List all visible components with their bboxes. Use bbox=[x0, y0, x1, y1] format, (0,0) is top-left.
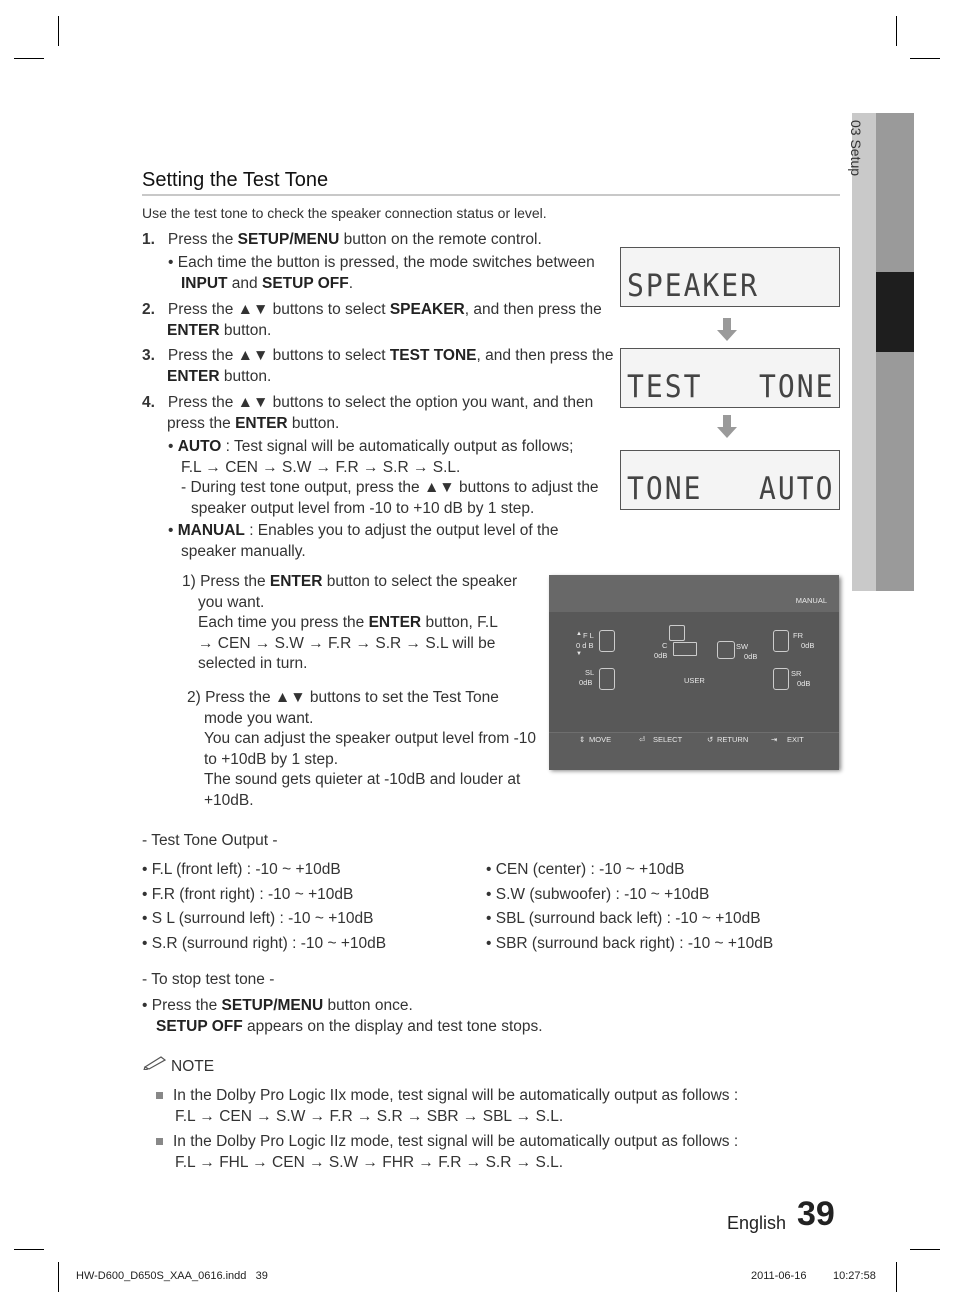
step-text: , and then press the bbox=[476, 347, 614, 364]
section-title: Setting the Test Tone bbox=[142, 169, 329, 191]
step-2 bbox=[142, 300, 617, 341]
note-text: F.L → FHL → CEN → S.W → FHR → F.R → S.R → S.L. bbox=[175, 1153, 564, 1171]
step-keyword: ENTER bbox=[167, 321, 220, 339]
step-text: Press the bbox=[167, 231, 238, 248]
stop-instructions bbox=[142, 996, 543, 1037]
step-number: 4. bbox=[142, 394, 155, 411]
osd-header bbox=[549, 575, 839, 612]
step-text: button on the remote control. bbox=[339, 231, 542, 248]
sl-level: 0dB bbox=[579, 678, 593, 687]
crop-mark bbox=[910, 1249, 940, 1250]
manual-substep-1 bbox=[182, 572, 532, 675]
step-text: Press the ▲▼ buttons to select bbox=[167, 347, 390, 364]
substep-text: you want. bbox=[198, 593, 265, 611]
substep-text: 2) Press the ▲▼ buttons to set the Test Tone bbox=[187, 689, 499, 706]
step-text: Press the ▲▼ buttons to select bbox=[167, 301, 390, 318]
manual-substep-2 bbox=[187, 688, 542, 811]
note-text: F.L → CEN → S.W → F.R → S.R → SBR → SBL → S.L. bbox=[175, 1107, 564, 1125]
auto-option: • AUTO : Test signal will be automatically output as follows; F.L → CEN → S.W → F.R → S.R → S.L. - During test tone output, press the ▲▼ buttons to adjust the speaker output level from -10 to +10 dB by 1 step. bbox=[168, 437, 608, 519]
subwoofer-icon bbox=[717, 641, 735, 659]
sw-label: SW bbox=[736, 642, 749, 651]
substep-keyword: ENTER bbox=[368, 614, 422, 631]
return-icon: ↺ bbox=[707, 735, 714, 744]
stop-text: • Press the bbox=[142, 997, 222, 1014]
lcd-display-speaker bbox=[620, 247, 840, 307]
manual-text-2: speaker manually. bbox=[181, 542, 306, 560]
fl-level: 0 d B bbox=[576, 641, 594, 650]
manual-text: : Enables you to adjust the output level of the bbox=[244, 522, 559, 539]
up-arrow-icon: ▲ bbox=[576, 631, 582, 637]
output-item: • S L (surround left) : -10 ~ +10dB bbox=[142, 910, 374, 928]
crop-mark bbox=[896, 16, 897, 46]
down-arrow-icon bbox=[716, 415, 738, 439]
sr-level: 0dB bbox=[797, 679, 811, 688]
substep-text: → CEN → S.W → F.R → S.R → S.L will be bbox=[198, 634, 496, 652]
sr-label: SR bbox=[791, 669, 802, 678]
substep-text: to +10dB by 1 step. bbox=[204, 750, 338, 768]
osd-speaker-level-screen bbox=[549, 575, 839, 769]
crop-mark bbox=[58, 1262, 59, 1292]
down-arrow-icon bbox=[716, 318, 738, 342]
down-arrow-icon: ▼ bbox=[576, 651, 582, 657]
note-item bbox=[156, 1132, 738, 1173]
center-speaker-icon bbox=[673, 642, 697, 656]
select-label: SELECT bbox=[653, 735, 683, 744]
stop-text: appears on the display and test tone stops. bbox=[242, 1017, 543, 1035]
stop-keyword: SETUP/MENU bbox=[221, 997, 324, 1014]
bullet-text: Each time the button is pressed, the mode switches between bbox=[177, 254, 595, 271]
crop-mark bbox=[910, 58, 940, 59]
chapter-tab-marker bbox=[876, 272, 914, 352]
select-icon: ⏎ bbox=[639, 735, 646, 744]
stop-heading: - To stop test tone - bbox=[142, 971, 275, 988]
c-label: C bbox=[662, 641, 668, 650]
pencil-note-icon bbox=[143, 1054, 169, 1070]
step-number: 3. bbox=[142, 347, 155, 364]
step-text: Press the ▲▼ buttons to select the option you want, and then press the bbox=[167, 394, 594, 432]
substep-text: button, F.L bbox=[421, 614, 498, 631]
step-keyword: ENTER bbox=[235, 414, 288, 432]
step-keyword: SETUP/MENU bbox=[237, 231, 340, 248]
step-1 bbox=[142, 230, 602, 251]
step-text: button. bbox=[287, 414, 340, 432]
bullet-keyword: SETUP OFF bbox=[261, 274, 349, 292]
exit-icon: ⇥ bbox=[771, 735, 778, 744]
output-item: • F.R (front right) : -10 ~ +10dB bbox=[142, 885, 354, 903]
substep-text: You can adjust the speaker output level from -10 bbox=[204, 730, 537, 747]
chapter-tab-strip bbox=[852, 113, 876, 591]
sl-label: SL bbox=[585, 668, 595, 677]
note-label: NOTE bbox=[171, 1058, 215, 1075]
crop-mark bbox=[14, 58, 44, 59]
fr-level: 0dB bbox=[801, 641, 815, 650]
square-bullet-icon bbox=[156, 1092, 163, 1099]
output-item: • F.L (front left) : -10 ~ +10dB bbox=[142, 861, 341, 878]
output-item: • S.W (subwoofer) : -10 ~ +10dB bbox=[486, 885, 710, 903]
speaker-icon bbox=[773, 630, 789, 652]
step-text: , and then press the bbox=[464, 301, 602, 318]
note-text: In the Dolby Pro Logic IIx mode, test signal will be automatically output as follows : bbox=[173, 1087, 739, 1104]
lcd-display-test-tone bbox=[620, 348, 840, 408]
lcd-text: TEST TONE bbox=[627, 368, 835, 405]
auto-sequence: F.L → CEN → S.W → F.R → S.R → S.L. bbox=[181, 458, 461, 476]
intro-text: Use the test tone to check the speaker connection status or level. bbox=[142, 205, 547, 221]
stop-text: button once. bbox=[323, 997, 413, 1014]
bullet-text: and bbox=[227, 274, 262, 292]
substep-text: button to select the speaker bbox=[322, 573, 518, 590]
step-1-bullet: • Each time the button is pressed, the mode switches between INPUT and SETUP OFF. bbox=[168, 254, 595, 292]
fl-label: F L bbox=[583, 631, 594, 640]
step-keyword: SPEAKER bbox=[389, 301, 465, 318]
exit-label: EXIT bbox=[787, 735, 804, 744]
output-item: • S.R (surround right) : -10 ~ +10dB bbox=[142, 935, 387, 953]
step-number: 1. bbox=[142, 231, 155, 248]
stop-keyword: SETUP OFF bbox=[156, 1017, 243, 1035]
crop-mark bbox=[58, 16, 59, 46]
substep-keyword: ENTER bbox=[269, 573, 323, 590]
substep-text: Each time you press the bbox=[198, 614, 369, 631]
speaker-icon bbox=[599, 668, 615, 690]
output-list-left bbox=[142, 858, 386, 957]
bullet-text: . bbox=[348, 274, 353, 292]
move-icon: ⇕ bbox=[579, 735, 586, 744]
output-item: • SBL (surround back left) : -10 ~ +10dB bbox=[486, 910, 761, 928]
output-item: • SBR (surround back right) : -10 ~ +10dB bbox=[486, 935, 774, 953]
speaker-icon bbox=[599, 630, 615, 652]
substep-text: +10dB. bbox=[204, 791, 254, 809]
step-keyword: ENTER bbox=[167, 367, 220, 385]
auto-note: - During test tone output, press the ▲▼ buttons to adjust the bbox=[181, 479, 599, 496]
square-bullet-icon bbox=[156, 1138, 163, 1145]
move-label: MOVE bbox=[589, 735, 612, 744]
auto-note-2: speaker output level from -10 to +10 dB by 1 step. bbox=[191, 499, 535, 517]
output-list-right bbox=[486, 858, 773, 957]
output-item: • CEN (center) : -10 ~ +10dB bbox=[486, 861, 685, 878]
substep-text: The sound gets quieter at -10dB and louder at bbox=[204, 771, 521, 788]
print-file-info: HW-D600_D650S_XAA_0616.indd 39 bbox=[76, 1270, 268, 1282]
manual-option: • MANUAL : Enables you to adjust the output level of the speaker manually. bbox=[168, 521, 608, 562]
lcd-text: SPEAKER bbox=[627, 267, 760, 304]
bullet-keyword: INPUT bbox=[181, 274, 228, 292]
output-heading: - Test Tone Output - bbox=[142, 832, 278, 849]
auto-label: AUTO bbox=[177, 438, 222, 455]
lcd-display-tone-auto bbox=[620, 450, 840, 510]
osd-mode-label: MANUAL bbox=[795, 596, 827, 605]
speaker-icon bbox=[669, 625, 685, 641]
print-time: 10:27:58 bbox=[833, 1270, 876, 1282]
manual-label: MANUAL bbox=[177, 522, 245, 539]
print-date: 2011-06-16 bbox=[751, 1270, 807, 1282]
speaker-icon bbox=[773, 668, 789, 690]
crop-mark bbox=[14, 1249, 44, 1250]
crop-mark bbox=[896, 1262, 897, 1292]
step-text: button. bbox=[219, 321, 272, 339]
lcd-text: TONE AUTO bbox=[627, 470, 835, 507]
title-divider bbox=[142, 194, 840, 196]
c-level: 0dB bbox=[654, 651, 668, 660]
step-number: 2. bbox=[142, 301, 155, 318]
note-item bbox=[156, 1086, 738, 1127]
step-4 bbox=[142, 393, 629, 434]
fr-label: FR bbox=[793, 631, 803, 640]
substep-text: selected in turn. bbox=[198, 655, 308, 672]
substep-text: 1) Press the bbox=[182, 573, 270, 590]
note-text: In the Dolby Pro Logic IIz mode, test signal will be automatically output as follows : bbox=[173, 1133, 739, 1150]
user-label: USER bbox=[684, 676, 705, 685]
substep-text: mode you want. bbox=[204, 709, 314, 727]
step-3 bbox=[142, 346, 627, 387]
footer-language: English bbox=[727, 1213, 787, 1233]
chapter-tab-label: 03 Setup bbox=[848, 120, 864, 177]
return-label: RETURN bbox=[717, 735, 749, 744]
page-number: 39 bbox=[797, 1195, 835, 1233]
step-text: button. bbox=[219, 367, 272, 385]
step-keyword: TEST TONE bbox=[389, 347, 477, 364]
auto-text: : Test signal will be automatically output as follows; bbox=[221, 438, 574, 455]
sw-level: 0dB bbox=[744, 652, 758, 661]
